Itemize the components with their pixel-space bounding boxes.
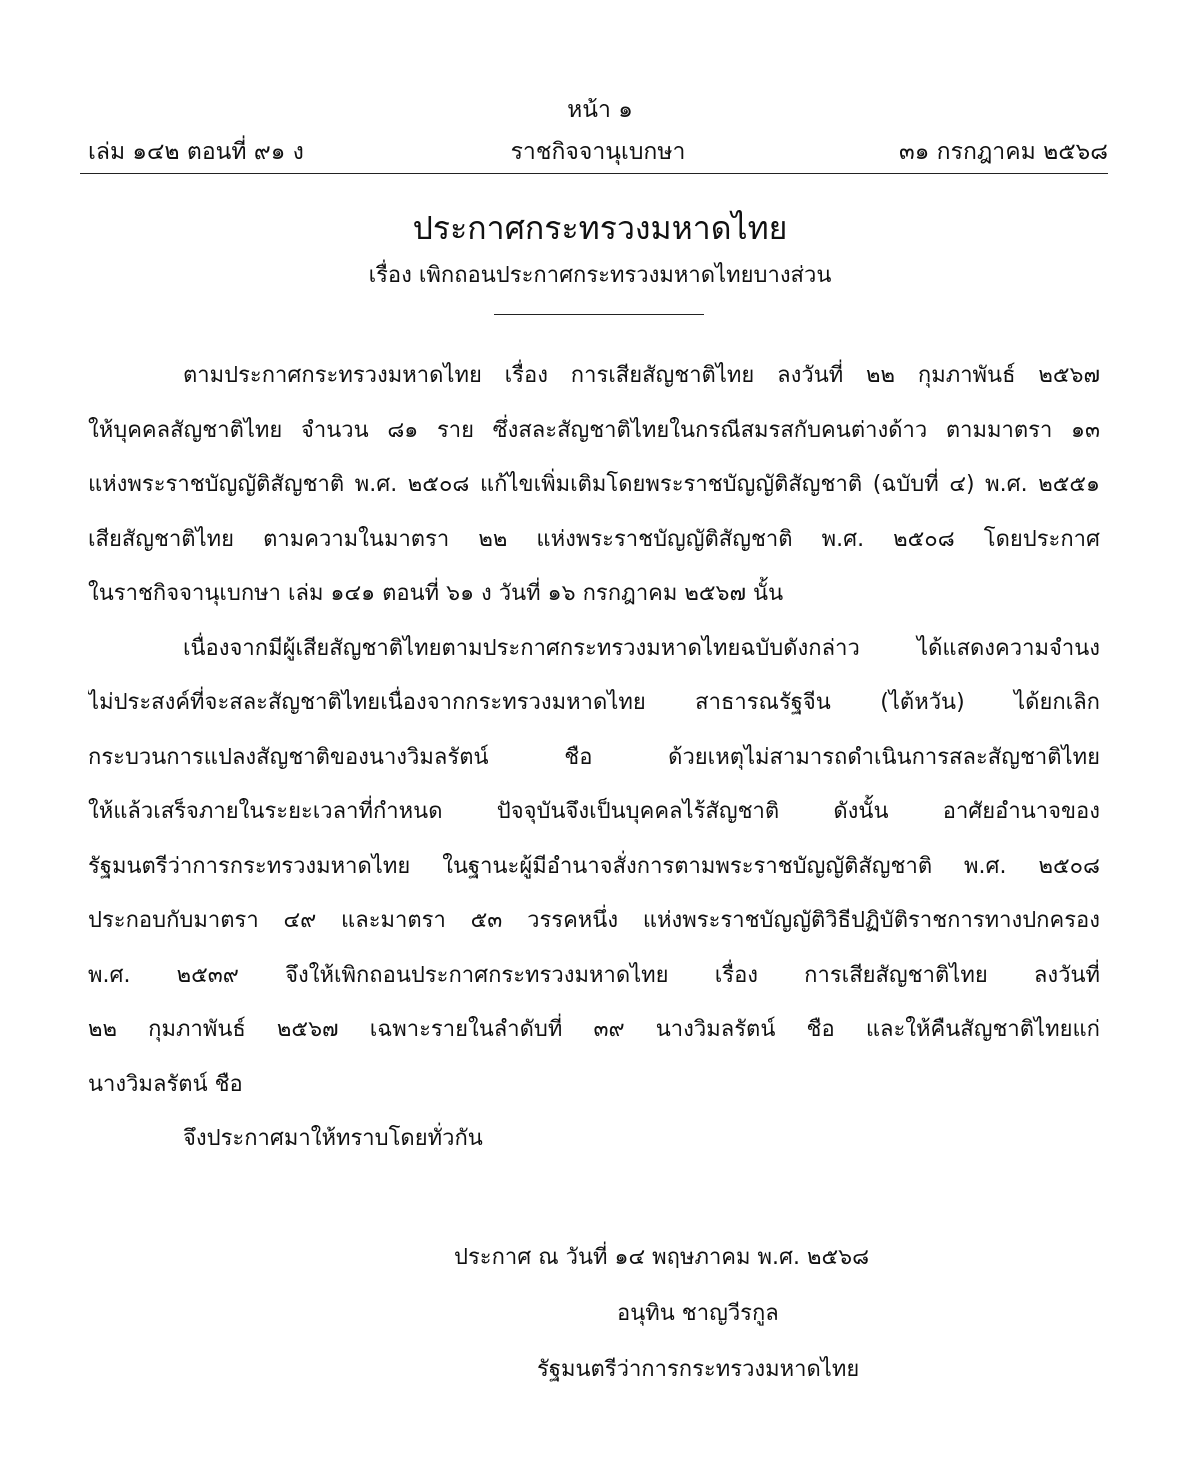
body-line: ตามประกาศกระทรวงมหาดไทย เรื่อง การเสียสัญชาติไทย ลงวันที่ ๒๒ กุมภาพันธ์ ๒๕๖๗ (183, 363, 1100, 388)
body-line: รัฐมนตรีว่าการกระทรวงมหาดไทย ในฐานะผู้มีอำนาจสั่งการตามพระราชบัญญัติสัญชาติ พ.ศ. ๒๕๐๘ (88, 853, 1100, 879)
document-subject: เรื่อง เพิกถอนประกาศกระทรวงมหาดไทยบางส่วน (368, 263, 832, 288)
body-line: เนื่องจากมีผู้เสียสัญชาติไทยตามประกาศกระทรวงมหาดไทยฉบับดังกล่าว ได้แสดงความจำนง (183, 635, 1100, 661)
gazette-name: ราชกิจจานุเบกษา (510, 139, 686, 165)
publish-date: ๓๑ กรกฎาคม ๒๕๖๘ (899, 139, 1108, 165)
body-line: เสียสัญชาติไทย ตามความในมาตรา ๒๒ แห่งพระราชบัญญัติสัญชาติ พ.ศ. ๒๕๐๘ โดยประกาศ (88, 526, 1100, 552)
body-line: ประกอบกับมาตรา ๔๙ และมาตรา ๕๓ วรรคหนึ่ง แห่งพระราชบัญญัติวิธีปฏิบัติราชการทางปกครอง (88, 908, 1100, 933)
body-line: แห่งพระราชบัญญัติสัญชาติ พ.ศ. ๒๕๐๘ แก้ไขเพิ่มเติมโดยพระราชบัญญัติสัญชาติ (ฉบับที่ ๔) พ.ศ. ๒๕๕๑ (88, 472, 1100, 497)
gazette-header (88, 135, 1108, 169)
body-line: กระบวนการแปลงสัญชาติของนางวิมลรัตน์ ชือ ด้วยเหตุไม่สามารถดำเนินการสละสัญชาติไทย (88, 744, 1100, 770)
document-title: ประกาศกระทรวงมหาดไทย (412, 209, 788, 247)
announcement-date: ประกาศ ณ วันที่ ๑๔ พฤษภาคม พ.ศ. ๒๕๖๘ (454, 1245, 870, 1270)
body-line: ในราชกิจจานุเบกษา เล่ม ๑๔๑ ตอนที่ ๖๑ ง วันที่ ๑๖ กรกฎาคม ๒๕๖๗ นั้น (88, 581, 784, 606)
signatory-position: รัฐมนตรีว่าการกระทรวงมหาดไทย (537, 1357, 860, 1382)
header-divider (80, 173, 1108, 174)
volume-issue: เล่ม ๑๔๒ ตอนที่ ๙๑ ง (88, 139, 304, 165)
body-line: นางวิมลรัตน์ ชือ (88, 1071, 243, 1097)
body-line: พ.ศ. ๒๕๓๙ จึงให้เพิกถอนประกาศกระทรวงมหาดไทย เรื่อง การเสียสัญชาติไทย ลงวันที่ (88, 962, 1100, 988)
page-number: หน้า ๑ (567, 97, 633, 123)
body-line: ๒๒ กุมภาพันธ์ ๒๕๖๗ เฉพาะรายในลำดับที่ ๓๙ นางวิมลรัตน์ ชือ และให้คืนสัญชาติไทยแก่ (88, 1017, 1100, 1042)
announcement-body (88, 349, 1100, 1167)
body-line: ให้แล้วเสร็จภายในระยะเวลาที่กำหนด ปัจจุบันจึงเป็นบุคคลไร้สัญชาติ ดังนั้น อาศัยอำนาจของ (88, 799, 1100, 824)
signature-block (0, 1230, 1200, 1398)
closing-line: จึงประกาศมาให้ทราบโดยทั่วกัน (183, 1126, 483, 1151)
body-line: ให้บุคคลสัญชาติไทย จำนวน ๘๑ ราย ซึ่งสละสัญชาติไทยในกรณีสมรสกับคนต่างด้าว ตามมาตรา ๑๓ (88, 417, 1100, 443)
signatory-name: อนุทิน ชาญวีรกูล (617, 1301, 779, 1326)
title-divider (494, 314, 704, 315)
body-line: ไม่ประสงค์ที่จะสละสัญชาติไทยเนื่องจากกระทรวงมหาดไทย สาธารณรัฐจีน (ไต้หวัน) ได้ยกเลิก (88, 690, 1100, 715)
